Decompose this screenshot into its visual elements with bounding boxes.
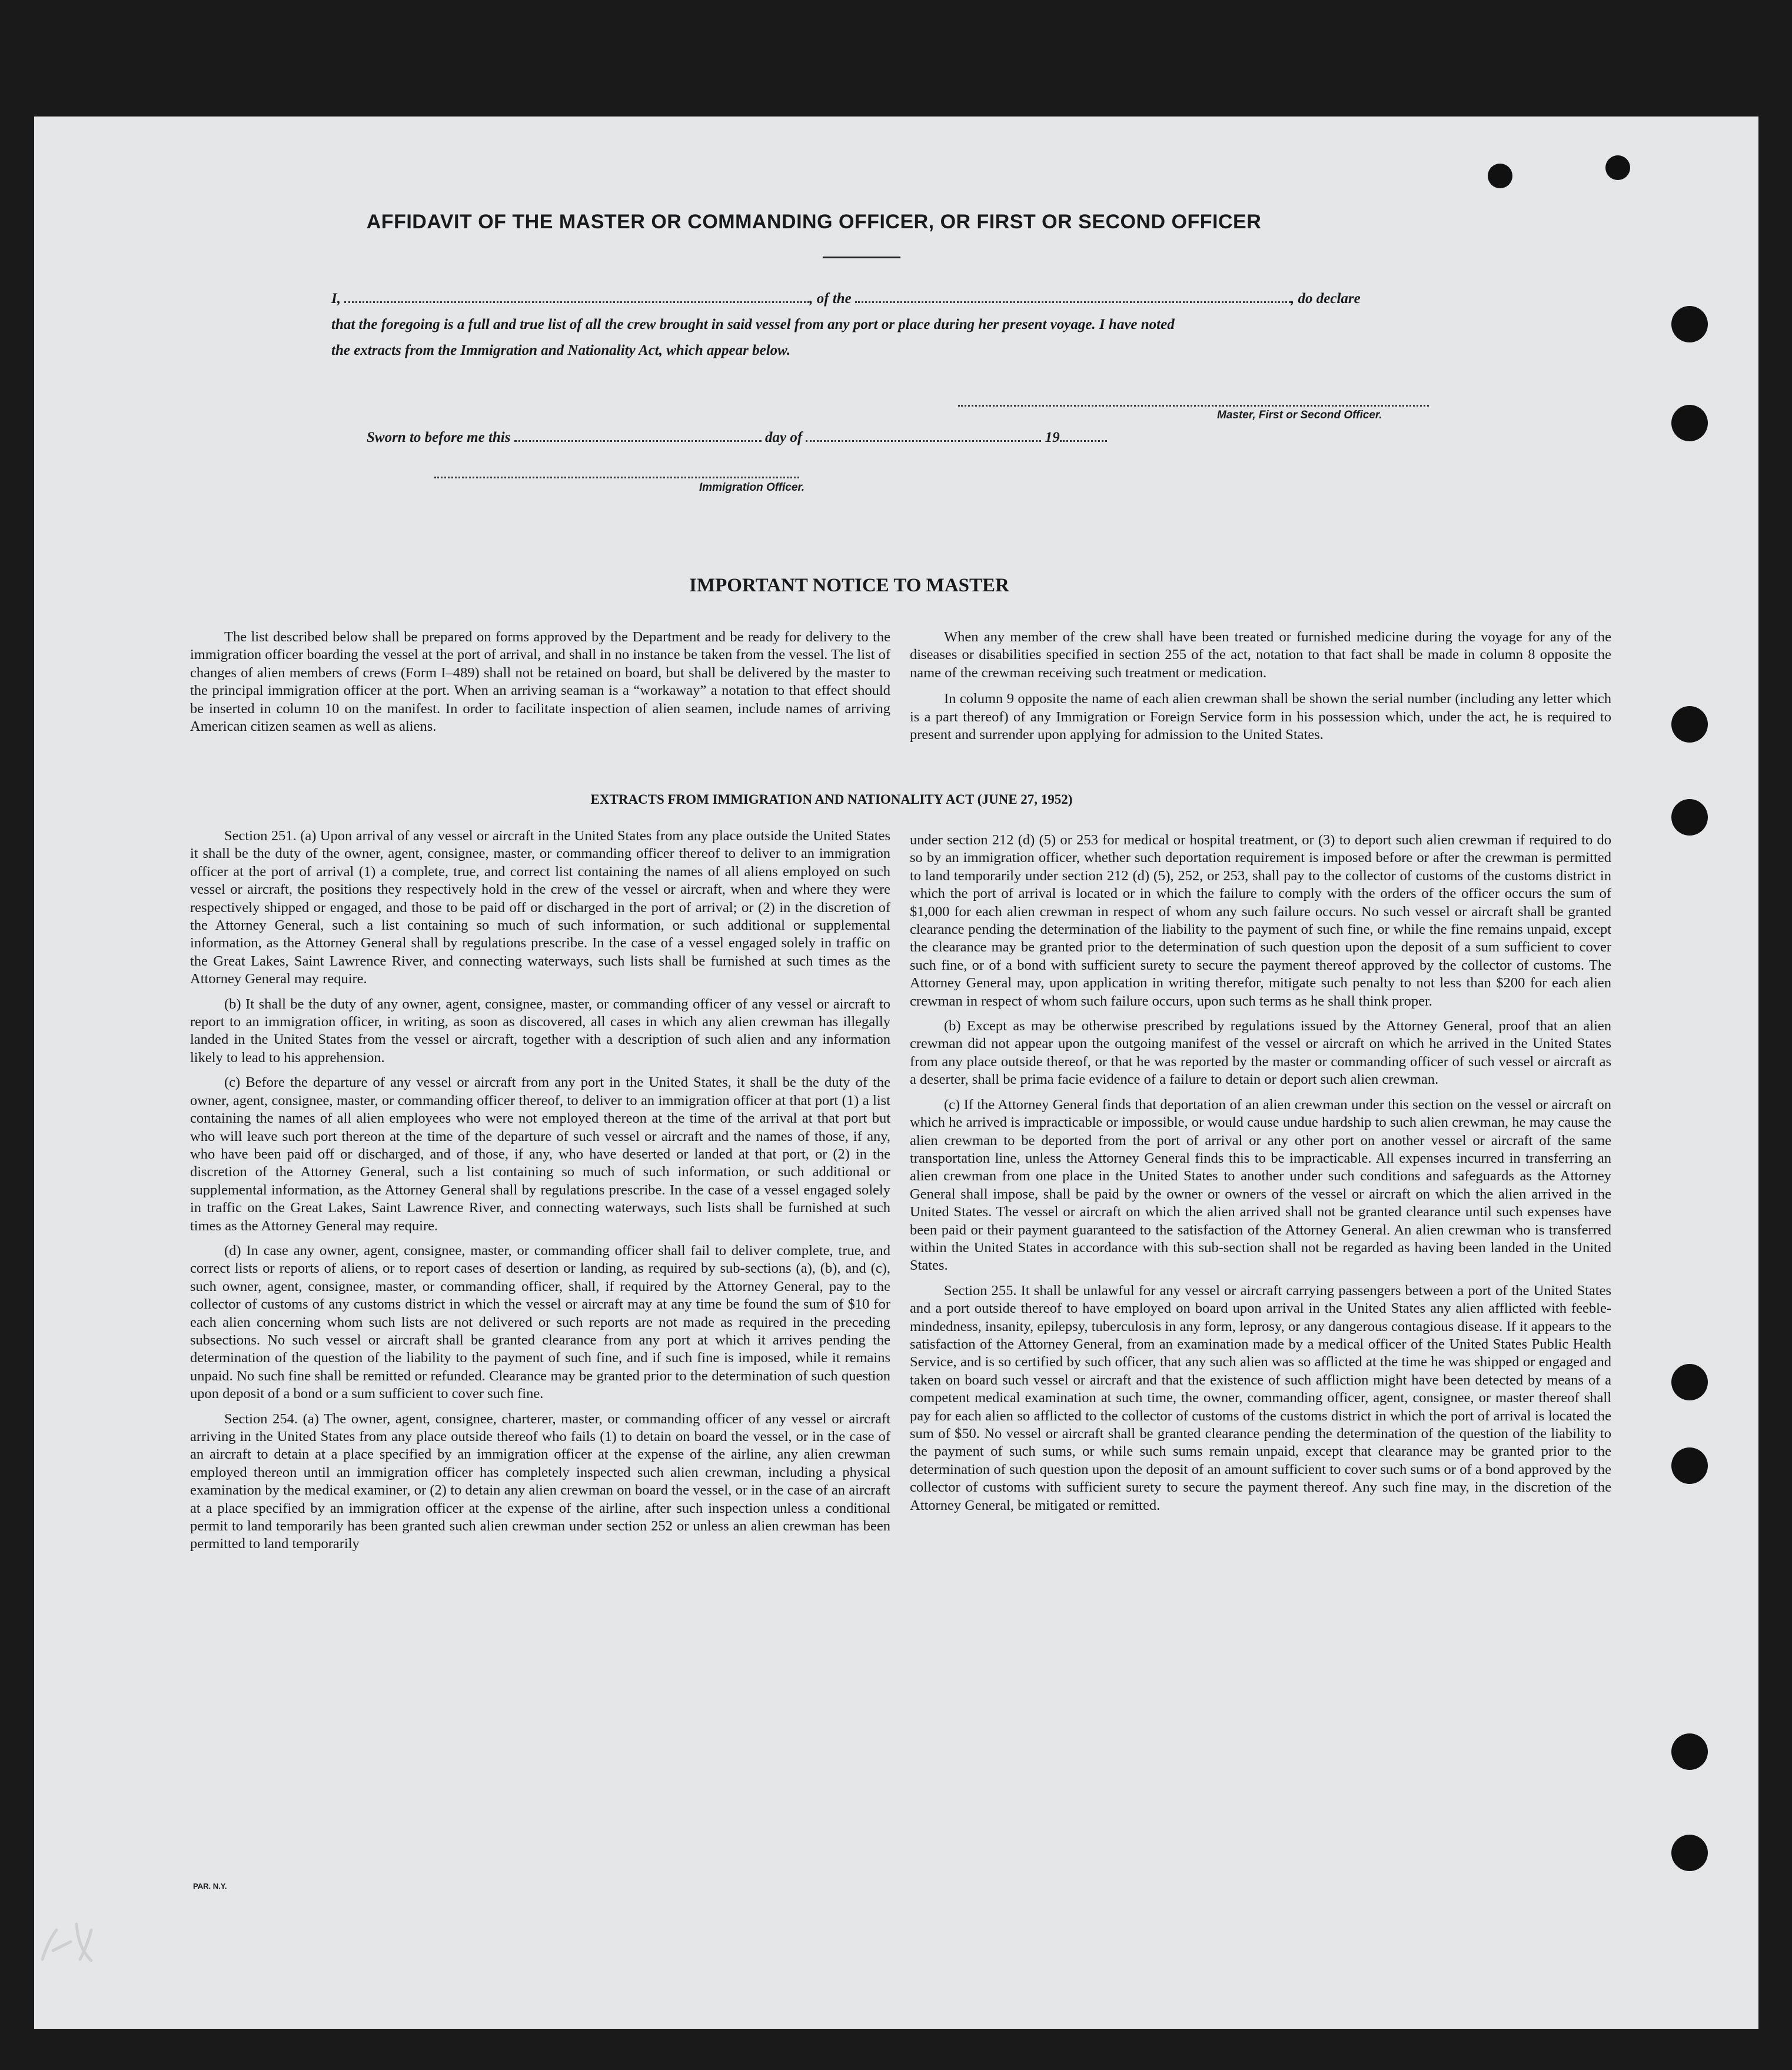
affidavit-title: AFFIDAVIT OF THE MASTER OR COMMANDING OFFICER, OR FIRST OR SECOND OFFICER [366, 211, 1262, 233]
notice-right-text-2: In column 9 opposite the name of each alien crewman shall be shown the serial number (including any letter which is a part thereof) of any Immigration or Foreign Service form in his possession which, under the act, he is required to present and surrender upon applying for admission to the United States. [910, 691, 1611, 743]
name-field-line[interactable] [344, 297, 809, 303]
declaration-line-3: the extracts from the Immigration and Nationality Act, which appear below. [331, 342, 791, 358]
document-page [34, 117, 1758, 2029]
extracts-title: EXTRACTS FROM IMMIGRATION AND NATIONALITY ACT (JUNE 27, 1952) [590, 792, 1073, 807]
of-the-label: , of the [809, 291, 852, 307]
punch-hole [1671, 306, 1708, 342]
master-signature-line[interactable] [958, 405, 1429, 407]
section-255: Section 255. It shall be unlawful for any vessel or aircraft carrying passengers between a port of the United States and a port outside thereof to have employed on board upon arrival in the United States any alien afflicted with feeble-mindedness, insanity, epilepsy, tuberculosis in any form, leprosy, or any dangerous contagious disease. If it appears to the satisfaction of the Attorney General, from an examination made by a medical officer of the United States Public Health Service, and is so certified by such officer, that any such alien was so afflicted at the time he was shipped or engaged and taken on board such vessel or aircraft and that the existence of such affliction might have been detected by means of a competent medical examination at such time, the owner, commanding officer, agent, consignee, or master thereof shall pay for each alien so afflicted to the collector of customs of the customs district in which the port of arrival is located the sum of $50. No vessel or aircraft shall be granted clearance pending the determination of the question of the liability to the payment of such sums, or while such sums remain unpaid, except that clearance may be granted prior to the determination of such question upon the deposit of an amount sufficient to cover such sums or of a bond approved by the collector of customs with sufficient surety to secure the payment thereof. Any such fine may, in the discretion of the Attorney General, be mitigated or remitted. [910, 1282, 1611, 1513]
day-of-label: day of [764, 430, 803, 445]
section-251b: (b) It shall be the duty of any owner, agent, consignee, master, or commanding officer of any vessel or aircraft to report to an immigration officer, in writing, as soon as discovered, all cases in which any alien crewman has illegally landed in the United States from the vessel or aircraft, together with a description of such alien and any information likely to lead to his apprehension. [190, 996, 890, 1066]
extracts-left-column [190, 827, 890, 1560]
section-254b: (b) Except as may be otherwise prescribed by regulations issued by the Attorney General, proof that an alien crewman did not appear upon the outgoing manifest of the vessel or aircraft on which he arrived in the United States from any place outside thereof, or that he was reported by the master or commanding officer of such vessel or aircraft as a deserter, shall be prima facie evidence of a failure to detain or deport such alien crewman. [910, 1018, 1611, 1088]
sworn-line [367, 425, 1249, 451]
punch-hole [1605, 155, 1630, 180]
officer-signature-line[interactable] [434, 477, 799, 478]
notice-left-column [190, 628, 890, 744]
punch-hole [1671, 1835, 1708, 1871]
extracts-right-column [910, 831, 1611, 1522]
punch-hole [1671, 1733, 1708, 1770]
title-underline [823, 257, 900, 258]
declaration-line-2: that the foregoing is a full and true list of all the crew brought in said vessel from any port or place during her present voyage. I have noted [331, 317, 1175, 332]
vessel-field-line[interactable] [855, 297, 1291, 303]
section-251c: (c) Before the departure of any vessel or aircraft from any port in the United States, it shall be the duty of the owner, agent, consignee, master, or commanding officer thereof, to deliver to an immigration officer at that port (1) a list containing the names of all alien employees who were not employed thereon at the time of the arrival at that port but who will leave such port thereon at the time of the departure of such vessel or aircraft and the names of those, if any, who have been paid off or discharged, and of those, if any, who have deserted or landed at that port, or (2) in the discretion of the Attorney General, such a list containing so much of such information, or such additional or supplemental information, as the Attorney General shall by regulations prescribe. In the case of a vessel engaged solely in traffic on the Great Lakes, Saint Lawrence River, and connecting waterways, such lists shall be furnished at such times as the Attorney General may require. [190, 1074, 890, 1234]
punch-hole [1671, 706, 1708, 743]
section-254c: (c) If the Attorney General finds that deportation of an alien crewman under this section on the vessel or aircraft on which he arrived is impracticable or impossible, or would cause undue hardship to such alien crewman, he may cause the alien crewman to be deported from the port of arrival or any other port on another vessel or aircraft of the same transportation line, unless the Attorney General finds this to be impracticable. All expenses incurred in transferring an alien crewman from one place in the United States to another under such conditions and safeguards as the Attorney General shall impose, shall be paid by the owner or owners of the vessel or aircraft on which the alien arrived in the United States. The vessel or aircraft on which the alien arrived shall not be granted clearance until such expenses have been paid or their payment guaranteed to the satisfaction of the Attorney General. An alien crewman who is transferred within the United States in accordance with this sub-section shall not be regarded as having been landed in the United States. [910, 1096, 1611, 1274]
sworn-day-field[interactable] [514, 435, 762, 442]
punch-hole [1671, 405, 1708, 441]
section-251d: (d) In case any owner, agent, consignee, master, or commanding officer shall fail to deliver complete, true, and correct lists or reports of aliens, or to report cases of desertion or landing, as required by sub-sections (a), (b), and (c), such owner, agent, consignee, master, or commanding officer, shall, if required by the Attorney General, pay to the collector of customs of any customs district in which the vessel or aircraft may at any time be found the sum of $10 for each alien concerning whom such lists are not delivered or such reports are not made as required in the preceding subsections. No such vessel or aircraft shall be granted clearance from any port at which it arrives pending the determination of the question of the liability to the payment of such fine, and if such fine is imposed, while it remains unpaid. No such fine shall be remitted or refunded. Clearance may be granted prior to the determination of such question upon deposit of a bond or a sum sufficient to cover such fine. [190, 1242, 890, 1402]
printer-mark: PAR. N.Y. [193, 1882, 227, 1891]
notice-left-text: The list described below shall be prepared on forms approved by the Department and be ready for delivery to the immigration officer boarding the vessel at the port of arrival, and shall in no instance be taken from the vessel. The list of changes of alien members of crews (Form I–489) shall not be retained on board, but shall be delivered by the master to the principal immigration officer at the port. When an arriving seaman is a “workaway” a notation to that effect should be inserted in column 10 on the manifest. In order to facilitate inspection of alien seamen, include names of arriving American citizen seamen as well as aliens. [190, 629, 890, 735]
punch-hole [1671, 1447, 1708, 1484]
section-254a-cont: under section 212 (d) (5) or 253 for medical or hospital treatment, or (3) to deport such alien crewman if required to do so by an immigration officer, whether such deportation requirement is imposed before or after the crewman is permitted to land temporarily under section 212 (d) (5), 252, or 253, shall pay to the collector of customs of the customs district in which the port of arrival is located or in which the failure to comply with the orders of the officer occurs the sum of $1,000 for each alien crewman in respect of whom any such failure occurs. No such vessel or aircraft shall be granted clearance pending the determination of the liability to the payment of such fine, or while the fine remains unpaid, except the clearance may be granted prior to the determination of such question upon the deposit of a sum sufficient to cover such fine, or of a bond with sufficient surety to secure the payment thereof approved by the collector of customs. The Attorney General may, upon application in writing therefor, mitigate such penalty to not less than $200 for each alien crewman in respect of whom such failure occurs, upon such terms as he shall think proper. [910, 832, 1611, 1009]
do-declare-label: , do declare [1291, 291, 1361, 307]
section-254a: Section 254. (a) The owner, agent, consignee, charterer, master, or commanding officer of any vessel or aircraft arriving in the United States from any place outside thereof who fails (1) to detain on board the vessel, or in the case of an aircraft to detain at a place specified by an immigration officer at the expense of the airline, any alien crewman employed thereon until an immigration officer has completely inspected such alien crewman, including a physical examination by the medical examiner, or (2) to detain any alien crewman on board the vessel, or in the case of an aircraft at a place specified by an immigration officer at the expense of the airline, after such inspection unless a conditional permit to land temporarily has been granted such alien crewman under section 252 or unless an alien crewman has been permitted to land temporarily [190, 1410, 890, 1552]
sworn-year-field[interactable] [1060, 435, 1107, 442]
handwritten-mark [35, 1918, 118, 1971]
punch-hole [1488, 164, 1512, 188]
section-251a: Section 251. (a) Upon arrival of any vessel or aircraft in the United States from any place outside the United States it shall be the duty of the owner, agent, consignee, master, or commanding officer thereof to deliver to an immigration officer at the port of arrival (1) a complete, true, and correct list containing the names of all aliens employed on such vessel or aircraft, the positions they respectively hold in the crew of the vessel or aircraft, when and where they were respectively shipped or engaged, and those to be paid off or discharged in the port of arrival; or (2) in the discretion of the Attorney General, such a list containing so much of such information, or such additional or supplemental information, as the Attorney General shall by regulations prescribe. In the case of a vessel engaged solely in traffic on the Great Lakes, Saint Lawrence River, and connecting waterways, such lists shall be furnished at such times as the Attorney General may require. [190, 828, 890, 987]
notice-title: IMPORTANT NOTICE TO MASTER [689, 575, 1009, 596]
notice-right-text-1: When any member of the crew shall have been treated or furnished medicine during the voyage for any of the diseases or disabilities specified in section 255 of the act, notation to that fact shall be made in column 8 opposite the name of the crewman receiving such treatment or medication. [910, 629, 1611, 681]
year-prefix: 19 [1045, 430, 1060, 445]
declaration-block [331, 286, 1455, 364]
officer-caption: Immigration Officer. [699, 481, 805, 494]
punch-hole [1671, 1364, 1708, 1400]
sworn-month-field[interactable] [806, 435, 1041, 442]
notice-right-column [910, 628, 1611, 752]
i-label: I, [331, 291, 341, 307]
sworn-label: Sworn to before me this [367, 430, 511, 445]
master-caption: Master, First or Second Officer. [1217, 409, 1382, 421]
